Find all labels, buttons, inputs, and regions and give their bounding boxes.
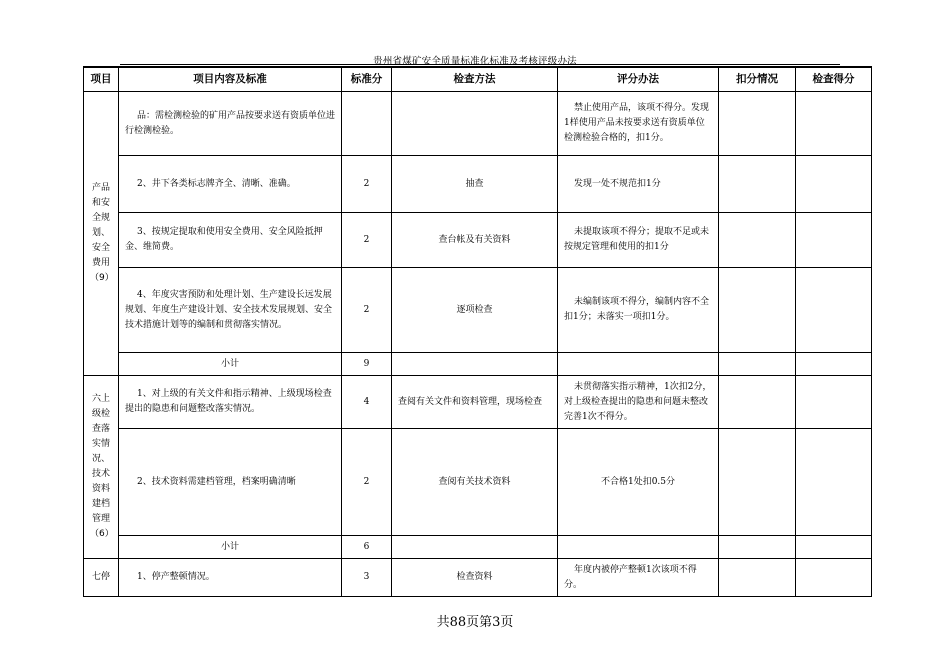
deduct-cell — [719, 376, 796, 429]
header-score: 标准分 — [342, 67, 392, 92]
header-method: 检查方法 — [392, 67, 558, 92]
content-cell: 品：需检测检验的矿用产品按要求送有资质单位进行检测检验。 — [119, 92, 342, 156]
table-row — [84, 429, 872, 536]
rule-cell: 不合格1处扣0.5分 — [558, 429, 719, 536]
category-cell: 七停 — [84, 559, 119, 597]
result-cell — [796, 536, 872, 559]
method-cell: 查台帐及有关资料 — [392, 213, 558, 268]
deduct-cell — [719, 559, 796, 597]
table-row — [84, 559, 872, 597]
header-content: 项目内容及标准 — [119, 67, 342, 92]
rule-cell: 未提取该项不得分；提取不足或未按规定管理和使用的扣1分 — [558, 213, 719, 268]
result-cell — [796, 268, 872, 353]
rule-cell: 发现一处不规范扣1分 — [558, 156, 719, 213]
content-cell: 1、停产整顿情况。 — [119, 559, 342, 597]
result-cell — [796, 376, 872, 429]
deduct-cell — [719, 268, 796, 353]
header-result: 检查得分 — [796, 67, 872, 92]
content-cell: 4、年度灾害预防和处理计划、生产建设长远发展规划、年度生产建设计划、安全技术发展规划、安全技术措施计划等的编制和贯彻落实情况。 — [119, 268, 342, 353]
score-cell: 2 — [342, 268, 392, 353]
content-cell: 1、对上级的有关文件和指示精神、上级现场检查提出的隐患和问题整改落实情况。 — [119, 376, 342, 429]
method-cell — [392, 92, 558, 156]
subtotal-row — [84, 536, 872, 559]
document-title: 贵州省煤矿安全质量标准化标准及考核评级办法 — [373, 56, 577, 67]
page-number: 共88页第3页 — [436, 615, 514, 630]
deduct-cell — [719, 429, 796, 536]
method-cell: 检查资料 — [392, 559, 558, 597]
table-row — [84, 268, 872, 353]
table-row — [84, 376, 872, 429]
subtotal-row — [84, 353, 872, 376]
content-cell: 3、按规定提取和使用安全费用、安全风险抵押金、维简费。 — [119, 213, 342, 268]
header-deduct: 扣分情况 — [719, 67, 796, 92]
deduct-cell — [719, 92, 796, 156]
rule-cell: 年度内被停产整顿1次该项不得分。 — [558, 559, 719, 597]
deduct-cell — [719, 156, 796, 213]
content-cell: 2、井下各类标志牌齐全、清晰、准确。 — [119, 156, 342, 213]
subtotal-score: 9 — [342, 353, 392, 376]
score-cell: 2 — [342, 213, 392, 268]
result-cell — [796, 559, 872, 597]
deduct-cell — [719, 213, 796, 268]
table-header-row — [84, 67, 872, 92]
method-cell: 查阅有关技术资料 — [392, 429, 558, 536]
method-cell: 逐项检查 — [392, 268, 558, 353]
result-cell — [796, 213, 872, 268]
table-row — [84, 92, 872, 156]
rule-cell — [558, 536, 719, 559]
table-row — [84, 156, 872, 213]
result-cell — [796, 92, 872, 156]
method-cell: 抽查 — [392, 156, 558, 213]
score-cell: 2 — [342, 156, 392, 213]
category-cell: 产品和安全规划、安全费用（9） — [84, 92, 119, 376]
subtotal-label: 小计 — [119, 353, 342, 376]
category-cell: 六上级检查落实情况、技术资料建档管理（6） — [84, 376, 119, 559]
rule-cell: 未贯彻落实指示精神，1次扣2分，对上级检查提出的隐患和问题未整改完善1次不得分。 — [558, 376, 719, 429]
score-cell: 2 — [342, 429, 392, 536]
deduct-cell — [719, 353, 796, 376]
title-underline — [120, 64, 840, 65]
score-cell — [342, 92, 392, 156]
evaluation-table — [83, 66, 872, 597]
subtotal-score: 6 — [342, 536, 392, 559]
score-cell: 4 — [342, 376, 392, 429]
score-cell: 3 — [342, 559, 392, 597]
result-cell — [796, 156, 872, 213]
header-rule: 评分办法 — [558, 67, 719, 92]
method-cell — [392, 353, 558, 376]
rule-cell: 未编制该项不得分，编制内容不全扣1分；未落实一项扣1分。 — [558, 268, 719, 353]
method-cell: 查阅有关文件和资料管理，现场检查 — [392, 376, 558, 429]
rule-cell: 禁止使用产品，该项不得分。发现1样使用产品未按要求送有资质单位检测检验合格的，扣1分。 — [558, 92, 719, 156]
table-row — [84, 213, 872, 268]
deduct-cell — [719, 536, 796, 559]
header-item: 项目 — [84, 67, 119, 92]
method-cell — [392, 536, 558, 559]
result-cell — [796, 353, 872, 376]
result-cell — [796, 429, 872, 536]
content-cell: 2、技术资料需建档管理，档案明确清晰 — [119, 429, 342, 536]
rule-cell — [558, 353, 719, 376]
subtotal-label: 小计 — [119, 536, 342, 559]
